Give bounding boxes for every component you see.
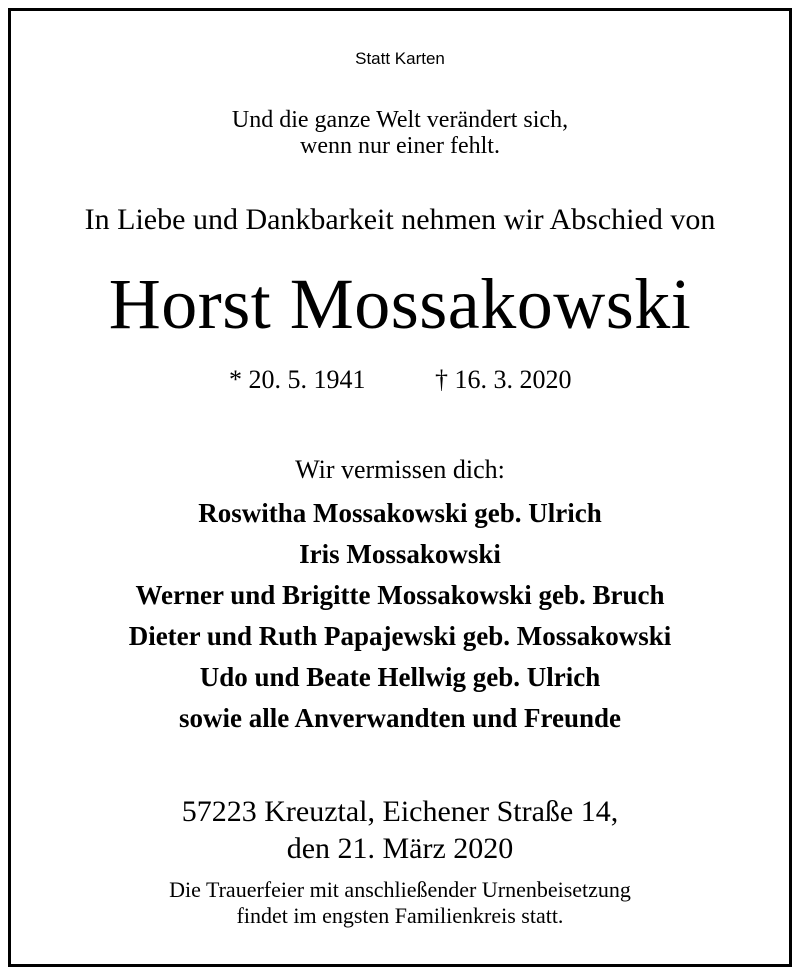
intro-text: In Liebe und Dankbarkeit nehmen wir Abschied von: [84, 203, 716, 236]
mourner-line: sowie alle Anverwandten und Freunde: [178, 703, 622, 733]
address-line: 57223 Kreuztal, Eichener Straße 14,: [181, 795, 619, 828]
miss-line: Wir vermissen dich:: [295, 455, 505, 484]
obituary-frame: [8, 8, 792, 967]
address-block: [11, 793, 789, 867]
mourners-list: [11, 493, 789, 739]
birth-date: * 20. 5. 1941: [229, 365, 366, 394]
funeral-note: [11, 877, 789, 929]
motto-line-1: Und die ganze Welt verändert sich,: [231, 107, 569, 133]
funeral-note-line-2: findet im engsten Familienkreis statt.: [236, 903, 564, 928]
mourner-line: Iris Mossakowski: [299, 539, 501, 569]
date-line: den 21. März 2020: [286, 832, 514, 865]
motto-line-2: wenn nur einer fehlt.: [300, 133, 500, 159]
mourner-line: Udo und Beate Hellwig geb. Ulrich: [199, 662, 601, 692]
mourner-line: Werner und Brigitte Mossakowski geb. Bruch: [135, 580, 665, 610]
funeral-note-line-1: Die Trauerfeier mit anschließender Urnenbeisetzung: [169, 877, 631, 902]
mourner-line: Dieter und Ruth Papajewski geb. Mossakowski: [128, 621, 672, 651]
deceased-name: Horst Mossakowski: [108, 264, 692, 344]
header-text: Statt Karten: [355, 49, 445, 68]
death-date: † 16. 3. 2020: [435, 365, 572, 394]
mourner-line: Roswitha Mossakowski geb. Ulrich: [198, 498, 602, 528]
